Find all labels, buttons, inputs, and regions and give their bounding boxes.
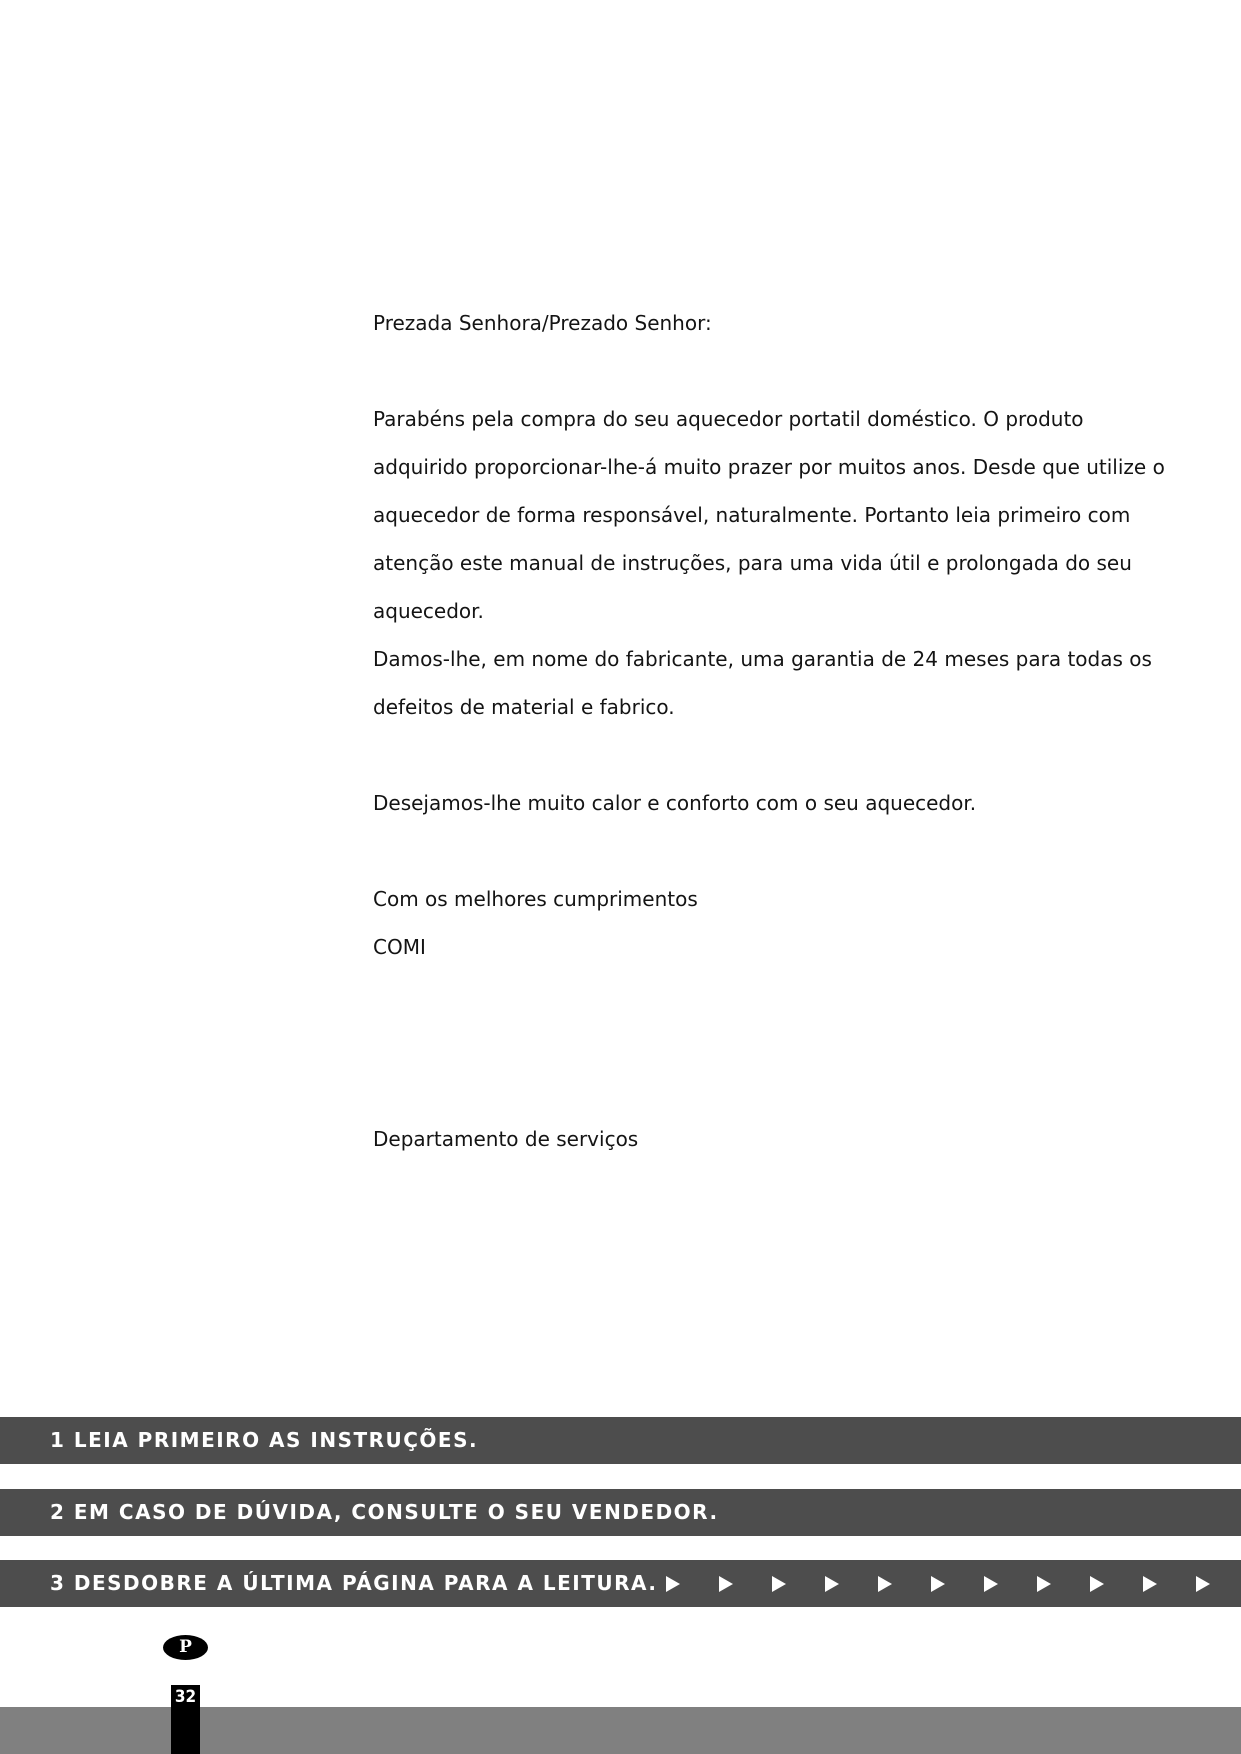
instruction-text: 2 EM CASO DE DÚVIDA, CONSULTE O SEU VENDEDOR. xyxy=(50,1500,719,1524)
paragraph-line: aquecedor. xyxy=(373,599,484,623)
play-arrow-icon xyxy=(1090,1576,1104,1592)
wish-line: Desejamos-lhe muito calor e conforto com o seu aquecedor. xyxy=(373,791,977,815)
page-number: 32 xyxy=(174,1687,197,1707)
instruction-text: 1 LEIA PRIMEIRO AS INSTRUÇÕES. xyxy=(50,1428,479,1452)
paragraph-line: adquirido proporcionar-lhe-á muito prazer por muitos anos. Desde que utilize o xyxy=(373,455,1165,479)
play-arrow-icon xyxy=(825,1576,839,1592)
play-arrow-icon xyxy=(984,1576,998,1592)
paragraph-line: atenção este manual de instruções, para uma vida útil e prolongada do seu xyxy=(373,551,1132,575)
language-badge: P xyxy=(163,1635,208,1660)
play-arrow-icon xyxy=(931,1576,945,1592)
spacer xyxy=(373,347,1173,395)
paragraph-line: Damos-lhe, em nome do fabricante, uma garantia de 24 meses para todas os xyxy=(373,647,1152,671)
play-arrow-icon xyxy=(878,1576,892,1592)
paragraph-line: defeitos de material e fabrico. xyxy=(373,695,675,719)
play-arrow-icon xyxy=(1196,1576,1210,1592)
instruction-bar-2 xyxy=(0,1489,1241,1536)
play-arrow-icon xyxy=(719,1576,733,1592)
spacer xyxy=(373,731,1173,779)
spacer xyxy=(373,971,1173,1115)
play-arrow-icon xyxy=(1037,1576,1051,1592)
letter-body xyxy=(373,299,1173,1163)
play-arrow-icon xyxy=(1143,1576,1157,1592)
play-arrow-icon xyxy=(666,1576,680,1592)
instruction-text: 3 DESDOBRE A ÚLTIMA PÁGINA PARA A LEITURA. xyxy=(50,1571,658,1595)
company-name: COMI xyxy=(373,935,426,959)
paragraph-line: Parabéns pela compra do seu aquecedor portatil doméstico. O produto xyxy=(373,407,1084,431)
instruction-bar-3 xyxy=(0,1560,1241,1607)
closing-line: Com os melhores cumprimentos xyxy=(373,887,698,911)
salutation: Prezada Senhora/Prezado Senhor: xyxy=(373,311,712,335)
play-arrow-icon xyxy=(772,1576,786,1592)
instruction-bar-1 xyxy=(0,1417,1241,1464)
spacer xyxy=(373,827,1173,875)
paragraph-line: aquecedor de forma responsável, naturalmente. Portanto leia primeiro com xyxy=(373,503,1131,527)
department-line: Departamento de serviços xyxy=(373,1127,639,1151)
